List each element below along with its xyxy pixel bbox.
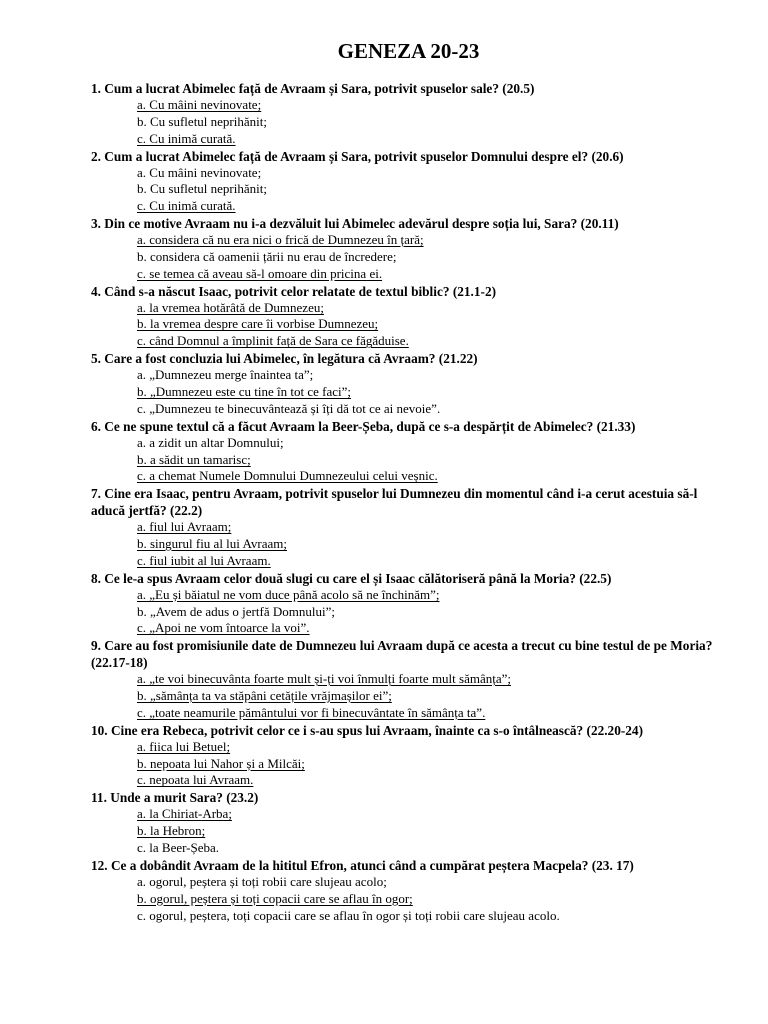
answer-option — [91, 114, 716, 131]
answer-text: b. Cu sufletul neprihănit; — [137, 181, 267, 197]
answer-option — [91, 316, 716, 333]
answer-text: b. a sădit un tamarisc; — [137, 451, 251, 467]
answer-text: c. a chemat Numele Domnului Dumnezeului celui veșnic. — [137, 468, 438, 484]
answer-text: a. la Chiriat-Arba; — [137, 806, 232, 822]
answer-text: c. nepoata lui Avraam. — [137, 772, 254, 788]
answer-list — [91, 435, 716, 486]
answer-list — [91, 165, 716, 216]
answer-option — [91, 756, 716, 773]
question-block — [91, 80, 716, 148]
answer-option — [91, 620, 716, 637]
answer-option — [91, 908, 716, 925]
question-block — [91, 350, 716, 418]
answer-text: a. „Dumnezeu merge înaintea ta”; — [137, 367, 314, 383]
question-block — [91, 485, 716, 570]
answer-list — [91, 587, 716, 638]
answer-text: b. ogorul, peștera și toți copacii care se aflau în ogor; — [137, 890, 413, 906]
answer-option — [91, 705, 716, 722]
answer-option — [91, 688, 716, 705]
answer-option — [91, 553, 716, 570]
answer-text: a. fiica lui Betuel; — [137, 738, 231, 754]
answer-text: b. „Dumnezeu este cu tine în tot ce faci”; — [137, 383, 352, 399]
answer-text: b. „sămânța ta va stăpâni cetățile vrăjmașilor ei”; — [137, 688, 392, 704]
answer-text: b. singurul fiu al lui Avraam; — [137, 536, 287, 552]
answer-text: a. „te voi binecuvânta foarte mult și-ți voi înmulți foarte mult sămânța”; — [137, 671, 511, 687]
answer-text: b. „Avem de adus o jertfă Domnului”; — [137, 603, 335, 619]
document-title: GENEZA 20-23 — [337, 39, 480, 63]
answer-option — [91, 536, 716, 553]
question-block — [91, 857, 716, 925]
question-block — [91, 722, 716, 790]
answer-option — [91, 452, 716, 469]
question-block — [91, 789, 716, 857]
question-text: 12. Ce a dobândit Avraam de la hititul Efron, atunci când a cumpărat peștera Macpela? (23. 17) — [91, 857, 634, 873]
answer-text: b. nepoata lui Nahor și a Milcăi; — [137, 755, 305, 771]
answer-text: c. „Apoi ne vom întoarce la voi”. — [137, 620, 310, 636]
question-block — [91, 418, 716, 486]
question-text: 8. Ce le-a spus Avraam celor două slugi cu care el și Isaac călătoriseră până la Moria? (22.5) — [91, 570, 612, 586]
answer-text: b. considera că oamenii țării nu erau de încredere; — [137, 248, 397, 264]
answer-option — [91, 97, 716, 114]
answer-list — [91, 874, 716, 925]
answer-text: c. când Domnul a împlinit față de Sara ce făgăduise. — [137, 333, 409, 349]
answer-option — [91, 131, 716, 148]
answer-list — [91, 519, 716, 570]
answer-option — [91, 367, 716, 384]
answer-option — [91, 181, 716, 198]
question-text: 6. Ce ne spune textul că a făcut Avraam la Beer-Șeba, după ce s-a despărțit de Abimelec? (21.33) — [91, 418, 636, 434]
answer-list — [91, 806, 716, 857]
answer-option — [91, 519, 716, 536]
question-text: 5. Care a fost concluzia lui Abimelec, în legătura că Avraam? (21.22) — [91, 351, 478, 367]
answer-option — [91, 772, 716, 789]
answer-list — [91, 367, 716, 418]
answer-text: c. Cu inimă curată. — [137, 130, 236, 146]
answer-option — [91, 739, 716, 756]
question-block — [91, 283, 716, 351]
answer-text: c. Cu inimă curată. — [137, 198, 236, 214]
answer-option — [91, 671, 716, 688]
answer-text: c. ogorul, peștera, toți copacii care se aflau în ogor și toți robii care slujeau acolo. — [137, 907, 560, 923]
answer-option — [91, 806, 716, 823]
answer-text: c. „toate neamurile pământului vor fi binecuvântate în sămânța ta”. — [137, 704, 486, 720]
answer-text: b. Cu sufletul neprihănit; — [137, 113, 267, 129]
question-block — [91, 148, 716, 216]
question-block — [91, 637, 716, 722]
answer-text: a. considera că nu era nici o frică de Dumnezeu în țară; — [137, 232, 424, 248]
answer-option — [91, 401, 716, 418]
question-text: 4. Când s-a născut Isaac, potrivit celor relatate de textul biblic? (21.1-2) — [91, 283, 497, 299]
answer-option — [91, 823, 716, 840]
question-text: 7. Cine era Isaac, pentru Avraam, potrivit spuselor lui Dumnezeu din momentul când i-a cerut acestuia să-l aducă jertfă? (22.2) — [91, 486, 698, 519]
answer-text: c. la Beer-Șeba. — [137, 840, 220, 855]
answer-option — [91, 435, 716, 452]
answer-text: c. se temea că aveau să-l omoare din pricina ei. — [137, 265, 383, 281]
answer-option — [91, 300, 716, 317]
answer-option — [91, 384, 716, 401]
question-text: 11. Unde a murit Sara? (23.2) — [91, 790, 259, 806]
answer-text: a. ogorul, peștera și toți robii care slujeau acolo; — [137, 873, 387, 889]
answer-option — [91, 840, 716, 857]
answer-option — [91, 468, 716, 485]
answer-option — [91, 266, 716, 283]
answer-option — [91, 333, 716, 350]
answer-option — [91, 587, 716, 604]
answer-option — [91, 874, 716, 891]
question-text: 9. Care au fost promisiunile date de Dumnezeu lui Avraam după ce acesta a trecut cu bine testul de pe Moria? (22.17-18) — [91, 638, 713, 671]
question-text: 2. Cum a lucrat Abimelec față de Avraam și Sara, potrivit spuselor Domnului despre el? (20.6) — [91, 148, 624, 164]
answer-text: a. fiul lui Avraam; — [137, 519, 232, 535]
question-block — [91, 570, 716, 638]
answer-option — [91, 604, 716, 621]
answer-option — [91, 249, 716, 266]
answer-text: a. Cu mâini nevinovate; — [137, 164, 262, 180]
answer-text: a. a zidit un altar Domnului; — [137, 434, 284, 450]
question-block — [91, 215, 716, 283]
answer-list — [91, 739, 716, 790]
question-text: 1. Cum a lucrat Abimelec față de Avraam și Sara, potrivit spuselor sale? (20.5) — [91, 81, 535, 96]
answer-option — [91, 891, 716, 908]
answer-list — [91, 97, 716, 148]
answer-list — [91, 300, 716, 351]
answer-text: a. Cu mâini nevinovate; — [137, 97, 262, 112]
answer-text: a. „Eu și băiatul ne vom duce până acolo să ne închinăm”; — [137, 586, 440, 602]
answer-text: c. „Dumnezeu te binecuvântează și îți dă tot ce ai nevoie”. — [137, 400, 441, 416]
question-text: 3. Din ce motive Avraam nu i-a dezvăluit lui Abimelec adevărul despre soția lui, Sara? (20.11) — [91, 216, 619, 232]
answer-text: b. la Hebron; — [137, 823, 206, 839]
answer-text: a. la vremea hotărâtă de Dumnezeu; — [137, 299, 324, 315]
question-text: 10. Cine era Rebeca, potrivit celor ce i s-au spus lui Avraam, înainte ca s-o întâlnească? (22.20-24) — [91, 722, 644, 738]
question-list — [91, 80, 716, 924]
answer-text: b. la vremea despre care îi vorbise Dumnezeu; — [137, 316, 379, 332]
answer-list — [91, 671, 716, 722]
answer-text: c. fiul iubit al lui Avraam. — [137, 552, 271, 568]
answer-option — [91, 165, 716, 182]
answer-option — [91, 198, 716, 215]
answer-list — [91, 232, 716, 283]
answer-option — [91, 232, 716, 249]
